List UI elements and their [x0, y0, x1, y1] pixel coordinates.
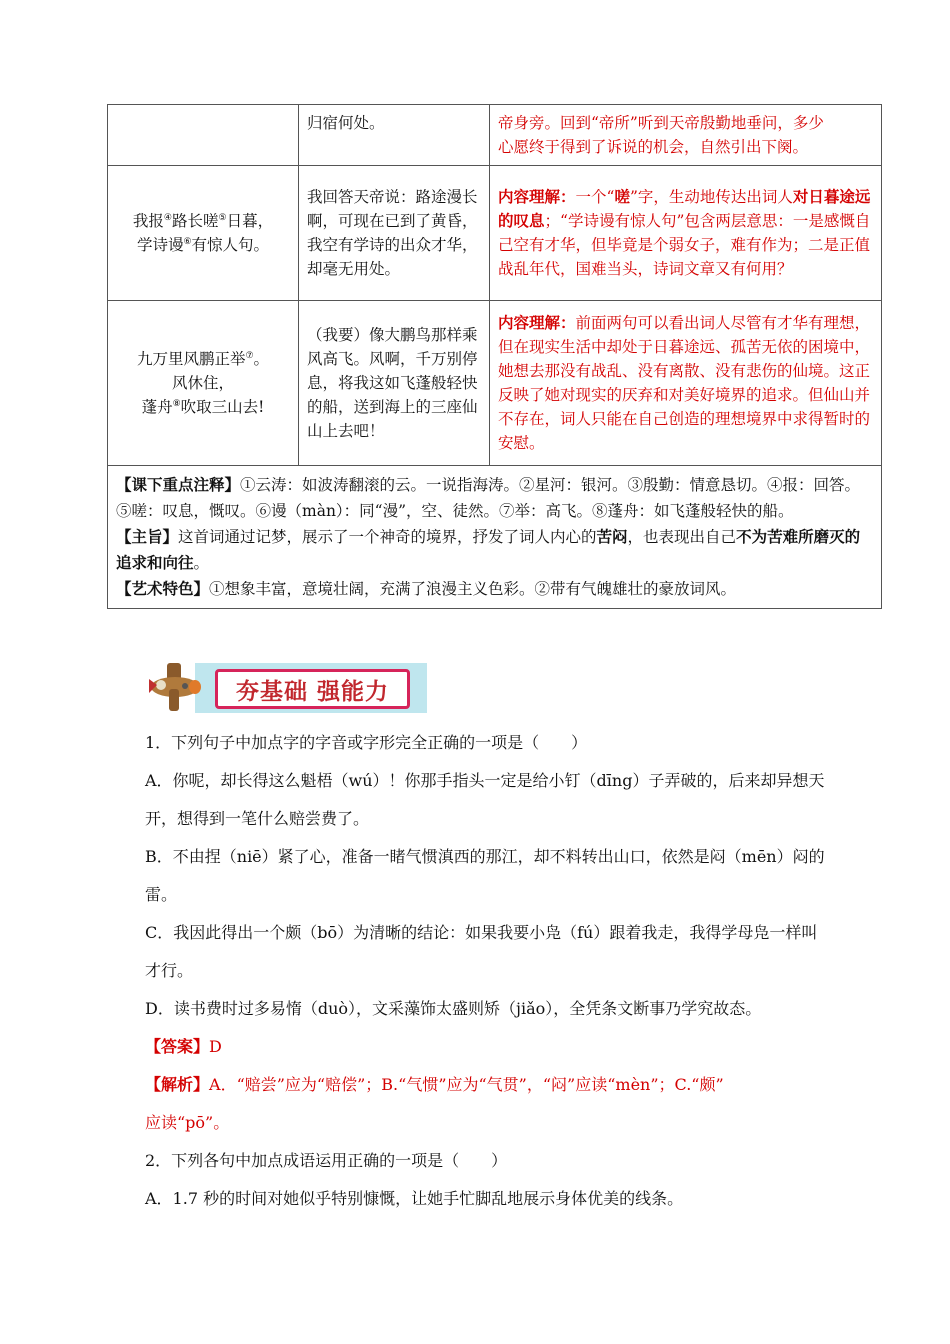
analysis-text: 一个“ — [575, 188, 615, 206]
analysis-label: 【解析】 — [145, 1075, 210, 1094]
analysis-text: ；“学诗谩有惊人句”包含两层意思：一是感慨自己空有才华，但毕竟是个弱女子，难有作为；二是正值战乱年代，国难当头，诗词文章又有何用？ — [498, 212, 871, 278]
analysis-highlight: 嗟 — [614, 187, 630, 206]
poem-text: 日暮， — [226, 212, 274, 230]
notes-text: ①云涛：如波涛翻滚的云。一说指海涛。②星河：银河。③殷勤：情意恳切。④报：回答。⑤嗟：叹息，慨叹。⑥谩（màn）：同“漫”，空、徒然。⑦举：高飞。⑧蓬舟：如飞蓬般轻快的船。 — [116, 476, 861, 520]
notes-paragraph — [116, 472, 873, 524]
note-marker: ⑦ — [245, 350, 254, 361]
poem-text: 有惊人句。 — [191, 236, 270, 254]
option-d-line: D．读书费时过多易惰（duò），文采藻饰太盛则矫（jiǎo），全凭条文断事乃学究故态。 — [145, 999, 762, 1018]
table-row — [108, 301, 882, 466]
analysis-line: 心愿终于得到了诉说的机会，自然引出下阕。 — [498, 138, 809, 156]
table-row — [108, 466, 882, 609]
option-b-line: B．不由捏（niē）紧了心，准备一睹气惯滇西的那江，却不料转出山口，依然是闷（mēn）闷的 — [145, 847, 825, 866]
poem-line — [116, 233, 290, 257]
original-text-cell — [108, 301, 299, 466]
analysis-cell — [490, 105, 882, 166]
analysis-cell — [490, 166, 882, 301]
analysis-line: 帝身旁。回到“帝所”听到天帝殷勤地垂问，多少 — [498, 114, 824, 132]
note-marker: ④ — [163, 212, 172, 223]
option-c-line: C．我因此得出一个颇（bō）为清晰的结论：如果我要小凫（fú）跟着我走，我得学母凫一样叫 — [145, 923, 818, 942]
translation-cell — [299, 166, 490, 301]
poem-text: 我报 — [132, 212, 164, 230]
poem-analysis-table — [107, 104, 882, 609]
analysis-highlight: 对日暮途远的叹息 — [498, 187, 871, 230]
option-a-line: A．1.7 秒的时间对她似乎特别慷慨，让她手忙脚乱地展示身体优美的线条。 — [145, 1189, 684, 1208]
banner-title-box — [215, 669, 410, 709]
analysis-text: 前面两句可以看出词人尽管有才华有理想，但在现实生活中却处于日暮途远、孤苦无依的困境中，她想去那没有战乱、没有离散、没有悲伤的仙境。这正反映了她对现实的厌弃和对美好境界的追求。但仙山并不存在，词人只能在自己创造的理想境界中求得暂时的安慰。 — [498, 314, 871, 452]
theme-text: 。 — [193, 554, 210, 572]
analysis-text: ”字，生动地传达出词人 — [629, 188, 793, 206]
original-text-cell — [108, 105, 299, 166]
poem-line — [116, 347, 290, 371]
translation-text: （我要）像大鹏鸟那样乘风高飞。风啊，千万别停息，将我这如飞蓬般轻快的船，送到海上的三座仙山上去吧！ — [307, 326, 478, 440]
analysis-cell — [490, 301, 882, 466]
option-a-line: 开，想得到一笔什么赔尝费了。 — [145, 809, 370, 828]
option-b-line: 雷。 — [145, 885, 178, 904]
table-row — [108, 166, 882, 301]
theme-paragraph — [116, 524, 873, 576]
art-label: 【艺术特色】 — [116, 579, 210, 598]
theme-label: 【主旨】 — [116, 527, 179, 546]
theme-text: 这首词通过记梦，展示了一个神奇的境界，抒发了词人内心的 — [178, 528, 597, 546]
poem-text: 吹取三山去! — [180, 398, 265, 416]
option-c-line: 才行。 — [145, 961, 194, 980]
poem-line: 风休住， — [171, 374, 234, 392]
analysis-line: 应读“pō”。 — [145, 1113, 230, 1132]
option-a-line: A．你呢，却长得这么魁梧（wú）！你那手指头一定是给小钉（dīng）子弄破的，后来却异想天 — [145, 771, 825, 790]
analysis-label: 内容理解： — [498, 187, 576, 206]
translation-text: 归宿何处。 — [307, 114, 385, 132]
theme-text: ，也表现出自己 — [627, 528, 737, 546]
poem-text: 九万里风鹏正举 — [136, 350, 246, 368]
poem-text: 。 — [253, 350, 270, 368]
analysis-text: A．“赔尝”应为“赔偿”；B.“气惯”应为“气贯”，“闷”应读“mèn”；C.“颇” — [209, 1075, 724, 1094]
airplane-icon — [145, 655, 215, 715]
notes-cell — [108, 466, 882, 609]
note-marker: ⑧ — [172, 398, 181, 409]
answer-value: D — [209, 1037, 222, 1056]
poem-text: 蓬舟 — [141, 398, 173, 416]
poem-line — [116, 209, 290, 233]
answer-label: 【答案】 — [145, 1037, 210, 1056]
question-2-stem: 2．下列各句中加点成语运用正确的一项是（ ） — [145, 1151, 508, 1170]
poem-text: 学诗谩 — [136, 236, 184, 254]
theme-highlight: 不为苦难所磨灭的追求和向往 — [116, 527, 861, 572]
note-marker: ⑤ — [218, 212, 227, 223]
theme-highlight: 苦闷 — [596, 527, 628, 546]
notes-label: 【课下重点注释】 — [116, 475, 241, 494]
note-marker: ⑥ — [183, 236, 192, 247]
table-row — [108, 105, 882, 166]
poem-text: 路长嗟 — [171, 212, 219, 230]
art-text: ①想象丰富，意境壮阔，充满了浪漫主义色彩。②带有气魄雄壮的豪放词风。 — [209, 580, 737, 598]
translation-cell — [299, 105, 490, 166]
translation-text: 我回答天帝说：路途漫长啊，可现在已到了黄昏，我空有学诗的出众才华，却毫无用处。 — [307, 188, 478, 278]
original-text-cell — [108, 166, 299, 301]
art-paragraph — [116, 576, 873, 602]
poem-line — [116, 395, 290, 419]
section-banner — [145, 655, 427, 717]
banner-title: 夯基础 强能力 — [235, 678, 389, 705]
translation-cell — [299, 301, 490, 466]
question-1-stem: 1．下列句子中加点字的字音或字形完全正确的一项是（ ） — [145, 733, 588, 752]
analysis-line — [145, 1066, 865, 1104]
answer-line — [145, 1028, 865, 1066]
analysis-label: 内容理解： — [498, 313, 576, 332]
